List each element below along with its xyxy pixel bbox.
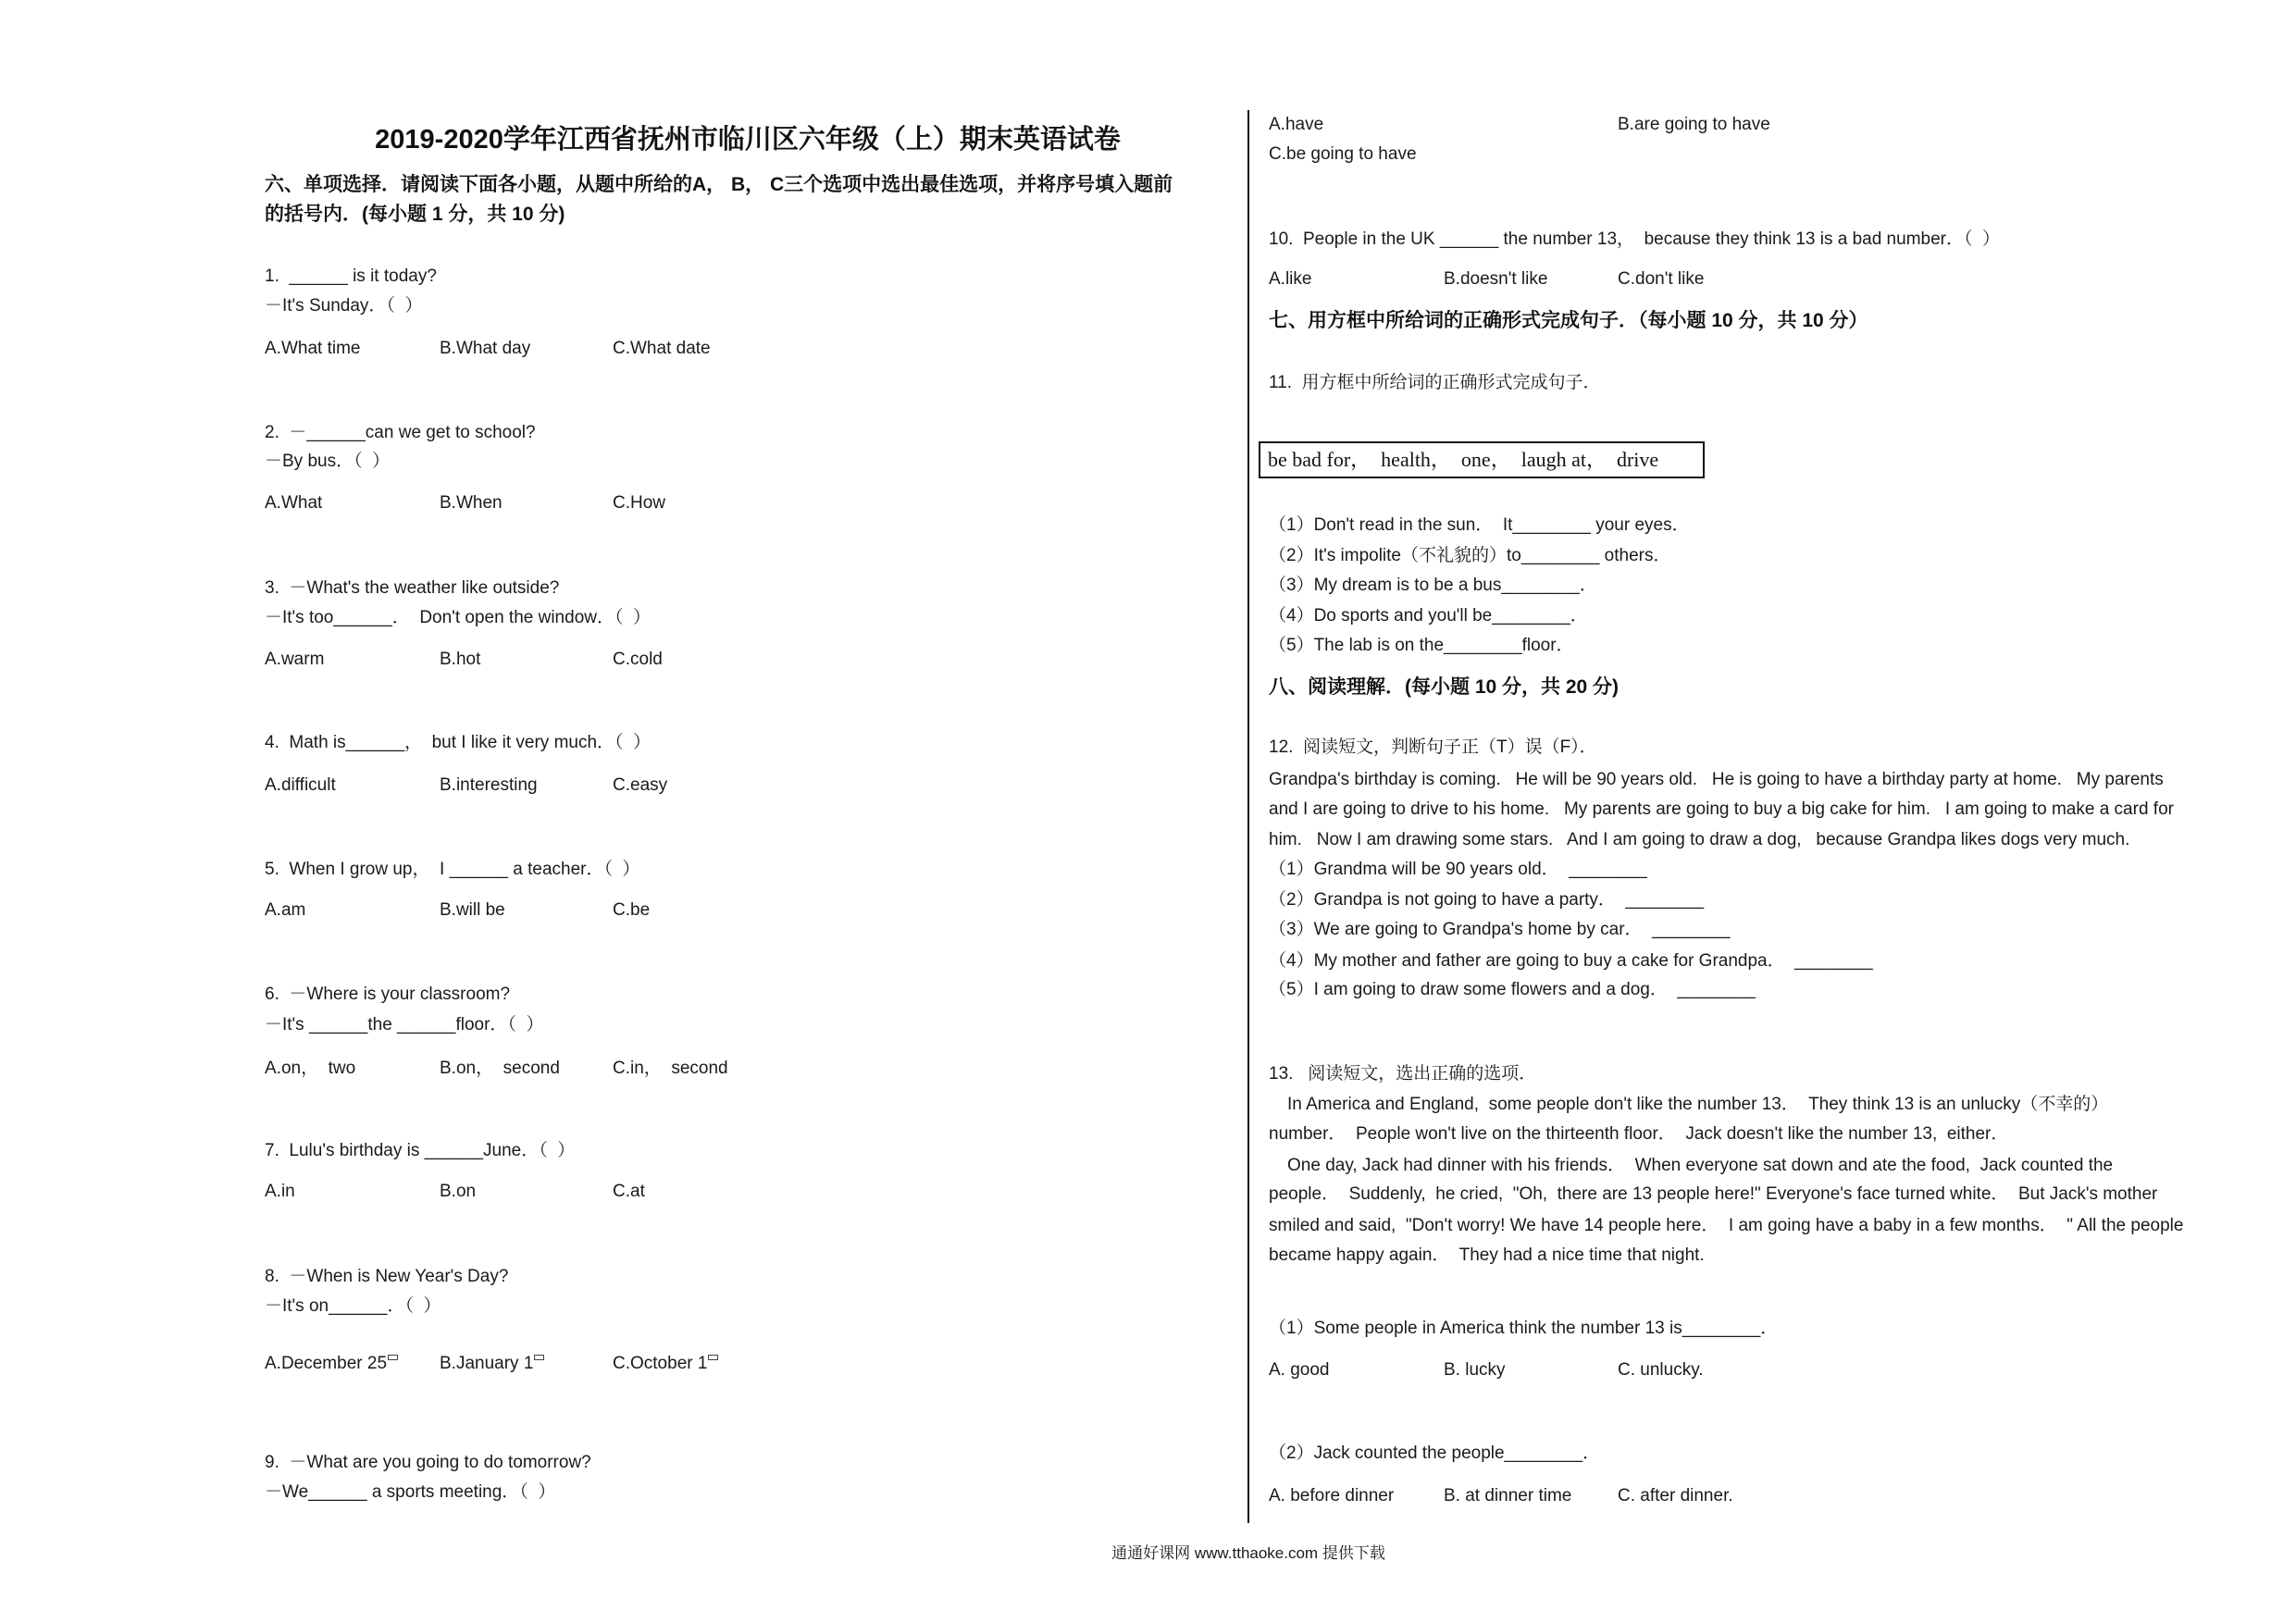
question-11-item-1: （1）Don't read in the sun． It________ your eyes． — [1269, 515, 1690, 535]
option-text: A.December 25 — [265, 1354, 388, 1373]
question-13-sub-1-stem: （1）Some people in America think the number 13 is________． — [1269, 1319, 1779, 1338]
question-10-option-b: B.doesn't like — [1444, 269, 1548, 289]
question-9-option-c: C.be going to have — [1269, 144, 1417, 164]
question-11-stem: 11. 用方框中所给词的正确形式完成句子． — [1269, 373, 1601, 392]
question-2-option-b: B.When — [440, 493, 503, 513]
question-11-item-3: （3）My dream is to be a bus________． — [1269, 576, 1597, 595]
question-3-stem: 3. －What's the weather like outside? — [265, 578, 560, 598]
question-13-sub-1-option-c: C. unlucky. — [1618, 1360, 1704, 1380]
question-6-stem: 6. －Where is your classroom? — [265, 985, 511, 1004]
question-12-statement-3: （3）We are going to Grandpa's home by car． ________ — [1269, 920, 1731, 939]
question-11-item-4: （4）Do sports and you'll be________． — [1269, 606, 1588, 626]
question-6-option-c: C.in， second — [613, 1059, 728, 1078]
question-2-option-c: C.How — [613, 493, 666, 513]
question-9-stem: 9. －What are you going to do tomorrow? — [265, 1453, 591, 1472]
question-9-option-a: A.have — [1269, 115, 1324, 134]
question-13-sub-2-option-c: C. after dinner. — [1618, 1486, 1733, 1505]
question-10-option-a: A.like — [1269, 269, 1312, 289]
section-7-heading: 七、用方框中所给词的正确形式完成句子．（每小题 10 分，共 10 分） — [1269, 310, 1868, 331]
question-3-option-b: B.hot — [440, 650, 481, 669]
question-2-answer-line: －By bus．（ ） — [265, 452, 391, 471]
page-footer: 通通好课网 www.tthaoke.com 提供下载 — [1111, 1544, 1385, 1562]
superscript-glyph — [708, 1355, 718, 1360]
question-8-stem: 8. －When is New Year's Day? — [265, 1267, 509, 1286]
exam-title: 2019-2020学年江西省抚州市临川区六年级（上）期末英语试卷 — [375, 125, 1121, 155]
question-13-sub-2-option-b: B. at dinner time — [1444, 1486, 1572, 1505]
question-12-passage-line-2: and I are going to drive to his home. My parents are going to buy a big cake for him. I am going to make a card for — [1269, 799, 2174, 819]
question-7-stem: 7. Lulu's birthday is ______June．（ ） — [265, 1141, 576, 1160]
question-3-answer-line: －It's too______． Don't open the window．（ ） — [265, 608, 652, 627]
question-8-answer-line: －It's on______．（ ） — [265, 1296, 441, 1316]
question-7-option-c: C.at — [613, 1182, 645, 1201]
question-4-option-c: C.easy — [613, 775, 668, 795]
question-9-answer-line: －We______ a sports meeting．（ ） — [265, 1482, 556, 1502]
question-13-passage-line-2: number． People won't live on the thirteenth floor． Jack doesn't like the number 13, either． — [1269, 1124, 2009, 1144]
question-5-stem: 5. When I grow up， I ______ a teacher．（ ） — [265, 860, 640, 879]
question-13-stem: 13. 阅读短文，选出正确的选项． — [1269, 1064, 1537, 1084]
question-13-sub-1-option-b: B. lucky — [1444, 1360, 1506, 1380]
question-5-option-c: C.be — [613, 900, 651, 920]
question-1-option-c: C.What date — [613, 339, 711, 358]
question-10-option-c: C.don't like — [1618, 269, 1705, 289]
question-13-sub-2-stem: （2）Jack counted the people________． — [1269, 1443, 1601, 1463]
question-13-sub-2-option-a: A. before dinner — [1269, 1486, 1395, 1505]
option-text: C.October 1 — [613, 1354, 708, 1373]
question-3-option-c: C.cold — [613, 650, 663, 669]
question-2-option-a: A.What — [265, 493, 323, 513]
word-box: be bad for， health， one， laugh at， drive — [1259, 441, 1705, 478]
question-1-answer-line: －It's Sunday．（ ） — [265, 296, 423, 316]
question-11-item-5: （5）The lab is on the________floor． — [1269, 636, 1574, 655]
column-divider — [1247, 110, 1249, 1523]
question-13-sub-1-option-a: A. good — [1269, 1360, 1330, 1380]
question-12-statement-5: （5）I am going to draw some flowers and a dog． ________ — [1269, 980, 1756, 999]
question-6-option-a: A.on， two — [265, 1059, 356, 1078]
superscript-glyph — [534, 1355, 544, 1360]
question-12-statement-1: （1）Grandma will be 90 years old． ________ — [1269, 860, 1647, 879]
question-4-option-b: B.interesting — [440, 775, 538, 795]
question-1-option-a: A.What time — [265, 339, 361, 358]
question-12-passage-line-1: Grandpa's birthday is coming. He will be 90 years old. He is going to have a birthday party at home. My parents — [1269, 770, 2164, 789]
question-1-option-b: B.What day — [440, 339, 531, 358]
question-6-answer-line: －It's ______the ______floor．（ ） — [265, 1015, 544, 1035]
question-13-passage-line-4: people． Suddenly, he cried, "Oh, there are 13 people here!" Everyone's face turned white． But Jack's mother — [1269, 1184, 2158, 1204]
question-5-option-a: A.am — [265, 900, 306, 920]
question-8-option-a — [265, 1354, 398, 1374]
question-12-statement-2: （2）Grandpa is not going to have a party． ________ — [1269, 890, 1705, 910]
question-11-item-2: （2）It's impolite（不礼貌的）to________ others． — [1269, 546, 1671, 565]
question-9-option-b: B.are going to have — [1618, 115, 1770, 134]
question-8-option-c — [613, 1354, 718, 1374]
section-6-heading-line-1: 六、单项选择．请阅读下面各小题，从题中所给的A， B， C三个选项中选出最佳选项，并将序号填入题前 — [265, 174, 1173, 195]
question-13-passage-line-3: One day, Jack had dinner with his friends． When everyone sat down and ate the food, Jack counted the — [1287, 1156, 2114, 1175]
question-2-stem: 2. －______can we get to school? — [265, 423, 536, 442]
option-text: B.January 1 — [440, 1354, 534, 1373]
question-4-option-a: A.difficult — [265, 775, 336, 795]
question-13-passage-line-5: smiled and said, "Don't worry! We have 14 people here． I am going have a baby in a few months． " All the people — [1269, 1216, 2184, 1235]
question-3-option-a: A.warm — [265, 650, 325, 669]
question-13-passage-line-6: became happy again． They had a nice time that night. — [1269, 1245, 1705, 1265]
question-7-option-a: A.in — [265, 1182, 295, 1201]
section-8-heading: 八、阅读理解．(每小题 10 分，共 20 分) — [1269, 676, 1620, 698]
question-12-passage-line-3: him. Now I am drawing some stars. And I am going to draw a dog, because Grandpa likes dogs very much. — [1269, 830, 2130, 849]
question-6-option-b: B.on， second — [440, 1059, 560, 1078]
question-5-option-b: B.will be — [440, 900, 505, 920]
question-12-statement-4: （4）My mother and father are going to buy a cake for Grandpa． ________ — [1269, 951, 1873, 971]
question-13-passage-line-1: In America and England, some people don't like the number 13． They think 13 is an unlucky（不幸的） — [1287, 1095, 2109, 1114]
question-4-stem: 4. Math is______， but I like it very much．（ ） — [265, 733, 652, 752]
question-7-option-b: B.on — [440, 1182, 477, 1201]
question-8-option-b — [440, 1354, 544, 1374]
section-6-heading-line-2: 的括号内．(每小题 1 分，共 10 分) — [265, 204, 565, 225]
question-1-stem: 1. ______ is it today? — [265, 266, 437, 286]
question-10-stem: 10. People in the UK ______ the number 13， because they think 13 is a bad number．（ ） — [1269, 229, 2001, 249]
question-12-stem: 12. 阅读短文，判断句子正（T）误（F）． — [1269, 737, 1597, 757]
superscript-glyph — [388, 1355, 398, 1360]
